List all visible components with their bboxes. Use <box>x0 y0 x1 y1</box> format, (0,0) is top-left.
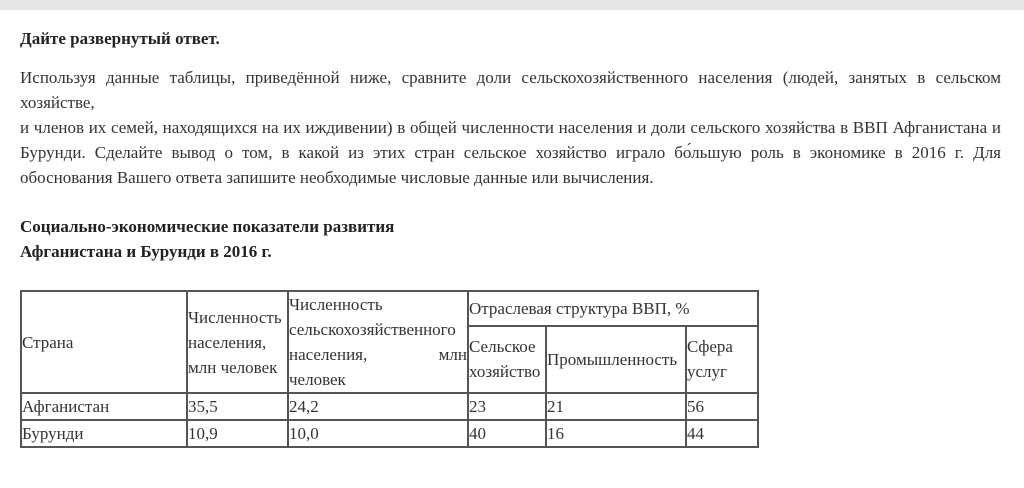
question-text <box>20 65 1001 190</box>
task-heading: Дайте развернутый ответ. <box>20 29 220 48</box>
cell-services: 44 <box>686 420 758 447</box>
header-industry: Промышленность <box>546 326 686 393</box>
cell-country: Афганистан <box>21 393 187 420</box>
cell-services: 56 <box>686 393 758 420</box>
header-row-1 <box>21 291 758 326</box>
table-row <box>21 420 758 447</box>
header-gdp-structure: Отраслевая структура ВВП, % <box>468 291 758 326</box>
header-agriculture: Сельское хозяйство <box>468 326 546 393</box>
caption-line-2: Афганистана и Бурунди в 2016 г. <box>20 242 272 261</box>
cell-industry: 21 <box>546 393 686 420</box>
header-agr-line-2: сельскохозяйственного <box>289 320 456 339</box>
caption-line-1: Социально-экономические показатели развития <box>20 217 395 236</box>
cell-population: 35,5 <box>187 393 288 420</box>
question-line-2: и членов их семей, находящихся на их иждивении) в общей численности населения и доли сельского хозяйства в ВВП Афганистана и Бурунди. Сделайте вывод о том, в какой из этих стран сельское хозяйство играло бо́льшую роль в экономике в 2016 г. Для обоснования Вашего ответа запишите необходимые числовые данные или вычисления. <box>20 118 1001 187</box>
cell-industry: 16 <box>546 420 686 447</box>
table-row <box>21 393 758 420</box>
cell-agr-population: 24,2 <box>288 393 468 420</box>
header-agr-population <box>288 291 468 393</box>
cell-agriculture: 40 <box>468 420 546 447</box>
header-agr-line-3: населения, млн <box>289 345 467 364</box>
cell-country: Бурунди <box>21 420 187 447</box>
question-line-1: Используя данные таблицы, приведённой ниже, сравните доли сельскохозяйственного населения (людей, занятых в сельском хозяйстве, <box>20 68 1001 112</box>
header-country: Страна <box>21 291 187 393</box>
header-agr-line-4: человек <box>289 370 346 389</box>
task-content <box>20 22 1001 448</box>
header-services: Сфера услуг <box>686 326 758 393</box>
indicators-table <box>20 290 759 448</box>
cell-population: 10,9 <box>187 420 288 447</box>
cell-agriculture: 23 <box>468 393 546 420</box>
table-caption <box>20 214 1001 264</box>
header-population: Численность населения, млн человек <box>187 291 288 393</box>
header-agr-line-1: Численность <box>289 295 383 314</box>
top-bar <box>0 0 1024 10</box>
cell-agr-population: 10,0 <box>288 420 468 447</box>
